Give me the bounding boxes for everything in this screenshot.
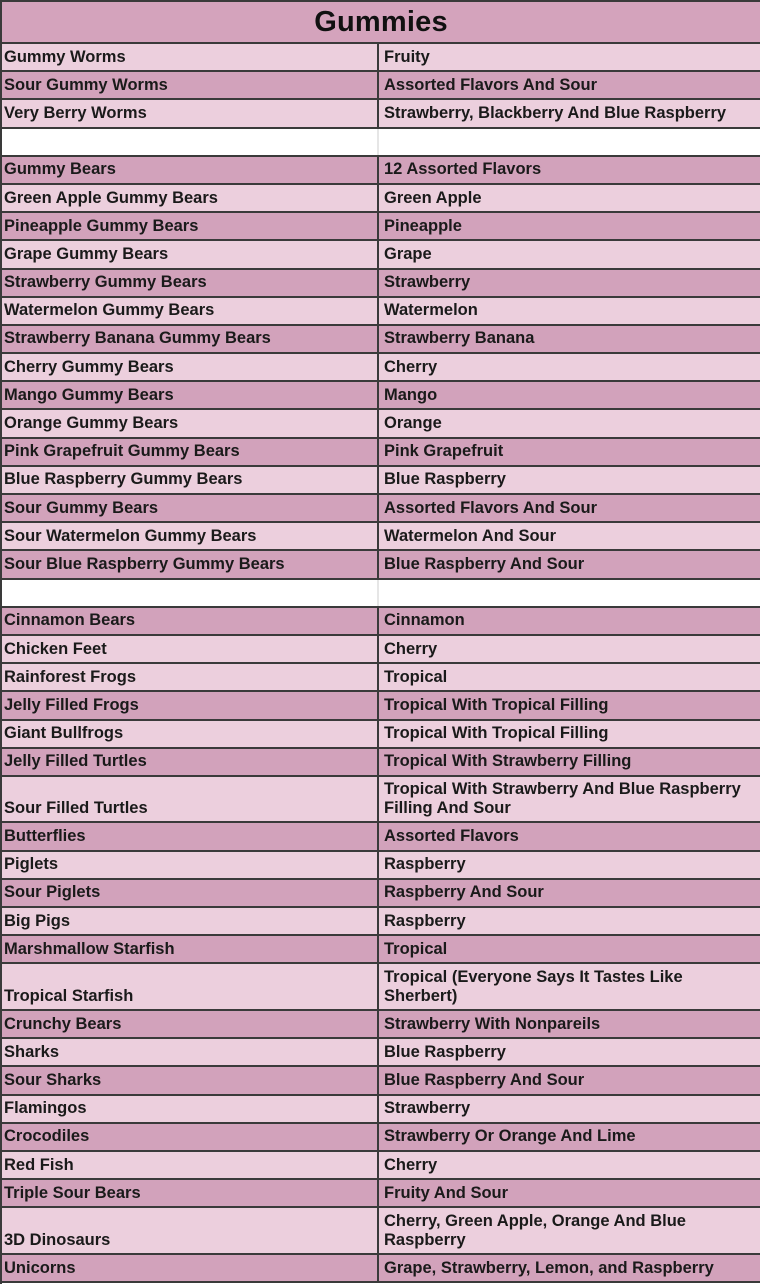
table-row (2, 908, 760, 936)
candy-name-cell: Gummy Bears (2, 157, 379, 183)
flavor-cell: Mango (384, 385, 438, 404)
table-row (2, 382, 760, 410)
candy-name-cell: Triple Sour Bears (2, 1180, 379, 1206)
flavor-cell: Assorted Flavors (384, 827, 519, 846)
candy-name-cell: Rainforest Frogs (2, 664, 379, 690)
table-title-row (2, 2, 760, 44)
spacer-row (2, 129, 760, 157)
candy-name-cell: 3D Dinosaurs (2, 1208, 379, 1253)
table-row (2, 213, 760, 241)
flavor-cell: Strawberry, Blackberry And Blue Raspberry (384, 103, 727, 122)
flavor-cell: Grape, Strawberry, Lemon, and Raspberry (384, 1258, 714, 1277)
table-row (2, 326, 760, 354)
candy-name-cell: Pineapple Gummy Bears (2, 213, 379, 239)
candy-name-cell: Blue Raspberry Gummy Bears (2, 467, 379, 493)
table-row (2, 692, 760, 720)
table-row (2, 185, 760, 213)
candy-name-cell: Orange Gummy Bears (2, 410, 379, 436)
table-row (2, 1208, 760, 1255)
table-row (2, 1124, 760, 1152)
candy-name-cell: Sour Blue Raspberry Gummy Bears (2, 551, 379, 577)
candy-name-cell: Crunchy Bears (2, 1011, 379, 1037)
candy-name-cell: Grape Gummy Bears (2, 241, 379, 267)
table-row (2, 1152, 760, 1180)
table-row (2, 1067, 760, 1095)
candy-name-cell: Marshmallow Starfish (2, 936, 379, 962)
candy-name-cell: Piglets (2, 852, 379, 878)
candy-name-cell: Gummy Worms (2, 44, 379, 70)
candy-name-cell: Flamingos (2, 1096, 379, 1122)
flavor-cell: Raspberry (384, 855, 466, 874)
flavor-cell: Strawberry (384, 1099, 471, 1118)
candy-name-cell: Strawberry Banana Gummy Bears (2, 326, 379, 352)
table-row (2, 964, 760, 1011)
candy-name-cell: Mango Gummy Bears (2, 382, 379, 408)
table-row (2, 1011, 760, 1039)
candy-name-cell: Jelly Filled Turtles (2, 749, 379, 775)
table-row (2, 241, 760, 269)
candy-name-cell: Giant Bullfrogs (2, 721, 379, 747)
table-row (2, 495, 760, 523)
table-row (2, 439, 760, 467)
candy-name-cell: Green Apple Gummy Bears (2, 185, 379, 211)
candy-name-cell: Unicorns (2, 1255, 379, 1281)
flavor-cell: Fruity And Sour (384, 1183, 509, 1202)
flavor-cell: Watermelon (384, 301, 478, 320)
candy-name-cell: Jelly Filled Frogs (2, 692, 379, 718)
candy-name-cell: Pink Grapefruit Gummy Bears (2, 439, 379, 465)
table-title: Gummies (314, 5, 448, 38)
table-row (2, 777, 760, 824)
flavor-cell: Blue Raspberry (384, 1042, 506, 1061)
table-row (2, 823, 760, 851)
candy-name-cell: Tropical Starfish (2, 964, 379, 1009)
flavor-cell: Tropical With Strawberry And Blue Raspberry Filling And Sour (384, 780, 741, 818)
flavor-cell: Grape (384, 244, 432, 263)
candy-name-cell: Big Pigs (2, 908, 379, 934)
flavor-cell: Strawberry Or Orange And Lime (384, 1127, 636, 1146)
candy-name-cell: Sour Filled Turtles (2, 777, 379, 822)
flavor-cell: Blue Raspberry And Sour (384, 1070, 585, 1089)
spacer-cell (379, 129, 760, 155)
table-row (2, 467, 760, 495)
flavor-cell: Strawberry With Nonpareils (384, 1014, 601, 1033)
table-row (2, 354, 760, 382)
candy-name-cell: Sharks (2, 1039, 379, 1065)
table-row (2, 410, 760, 438)
table-row (2, 721, 760, 749)
flavor-cell: Cherry (384, 357, 438, 376)
candy-name-cell: Sour Gummy Bears (2, 495, 379, 521)
table-row (2, 1255, 760, 1283)
candy-name-cell: Sour Gummy Worms (2, 72, 379, 98)
table-body (2, 44, 760, 1283)
flavor-cell: Watermelon And Sour (384, 526, 557, 545)
flavor-cell: Cherry (384, 1155, 438, 1174)
flavor-cell: Blue Raspberry And Sour (384, 554, 585, 573)
spacer-cell (2, 129, 379, 155)
flavor-cell: Cherry, Green Apple, Orange And Blue Raspberry (384, 1211, 686, 1249)
flavor-cell: Cherry (384, 639, 438, 658)
candy-name-cell: Cinnamon Bears (2, 608, 379, 634)
candy-name-cell: Very Berry Worms (2, 100, 379, 126)
table-row (2, 880, 760, 908)
table-row (2, 1180, 760, 1208)
flavor-cell: Pineapple (384, 216, 462, 235)
candy-name-cell: Sour Piglets (2, 880, 379, 906)
table-row (2, 636, 760, 664)
table-row (2, 157, 760, 185)
table-row (2, 270, 760, 298)
flavor-cell: Tropical With Tropical Filling (384, 724, 609, 743)
candy-name-cell: Sour Sharks (2, 1067, 379, 1093)
candy-name-cell: Watermelon Gummy Bears (2, 298, 379, 324)
table-row (2, 852, 760, 880)
spacer-cell (2, 580, 379, 606)
candy-name-cell: Crocodiles (2, 1124, 379, 1150)
spacer-cell (379, 580, 760, 606)
flavor-cell: Tropical (Everyone Says It Tastes Like Sherbert) (384, 967, 683, 1005)
flavor-cell: Green Apple (384, 188, 482, 207)
candy-name-cell: Chicken Feet (2, 636, 379, 662)
flavor-cell: Assorted Flavors And Sour (384, 75, 598, 94)
table-row (2, 664, 760, 692)
spacer-row (2, 580, 760, 608)
table-row (2, 44, 760, 72)
flavor-cell: Blue Raspberry (384, 470, 506, 489)
table-row (2, 1039, 760, 1067)
table-row (2, 608, 760, 636)
flavor-cell: 12 Assorted Flavors (384, 160, 542, 179)
candy-name-cell: Cherry Gummy Bears (2, 354, 379, 380)
table-row (2, 936, 760, 964)
table-row (2, 298, 760, 326)
table-row (2, 72, 760, 100)
flavor-cell: Fruity (384, 47, 430, 66)
candy-name-cell: Butterflies (2, 823, 379, 849)
flavor-cell: Tropical With Tropical Filling (384, 695, 609, 714)
flavor-cell: Strawberry (384, 273, 471, 292)
flavor-cell: Assorted Flavors And Sour (384, 498, 598, 517)
table-row (2, 100, 760, 128)
flavor-cell: Cinnamon (384, 611, 465, 630)
flavor-cell: Orange (384, 414, 442, 433)
flavor-cell: Raspberry (384, 911, 466, 930)
table-row (2, 1096, 760, 1124)
table-row (2, 749, 760, 777)
candy-name-cell: Red Fish (2, 1152, 379, 1178)
flavor-cell: Pink Grapefruit (384, 442, 504, 461)
candy-name-cell: Strawberry Gummy Bears (2, 270, 379, 296)
flavor-cell: Raspberry And Sour (384, 883, 544, 902)
candy-name-cell: Sour Watermelon Gummy Bears (2, 523, 379, 549)
flavor-cell: Tropical (384, 939, 448, 958)
table-row (2, 551, 760, 579)
flavor-cell: Tropical With Strawberry Filling (384, 752, 632, 771)
flavor-cell: Tropical (384, 667, 448, 686)
flavor-cell: Strawberry Banana (384, 329, 535, 348)
table-row (2, 523, 760, 551)
